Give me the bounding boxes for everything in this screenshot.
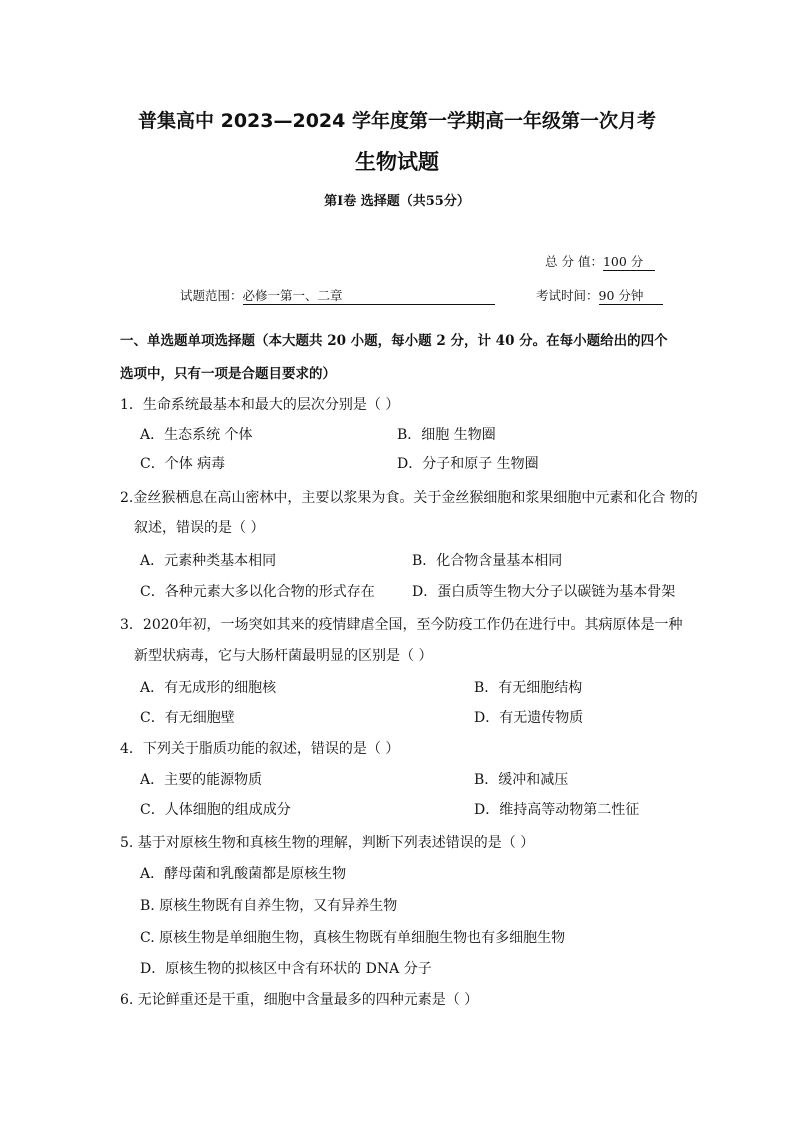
question-1-option-b: B．细胞 生物圈 [397, 427, 496, 443]
question-5-option-d: D．原核生物的拟核区中含有环状的 DNA 分子 [140, 961, 432, 977]
question-1-option-d: D．分子和原子 生物圈 [397, 456, 539, 472]
question-2-option-d: D．蛋白质等生物大分子以碳链为基本骨架 [412, 584, 676, 600]
exam-range-label: 试题范围： [180, 288, 243, 303]
section-heading-line2: 选项中，只有一项是合题目要求的） [120, 366, 336, 382]
question-2-option-a: A．元素种类基本相同 [140, 553, 277, 569]
exam-title: 普集高中 2023—2024 学年度第一学期高一年级第一次月考 [138, 110, 656, 132]
total-score-label: 总 分 值： [545, 254, 603, 269]
volume-heading: 第Ⅰ卷 选择题（共55分） [324, 194, 470, 209]
question-1-option-c: C．个体 病毒 [140, 456, 226, 472]
question-5-option-c: C. 原核生物是单细胞生物，真核生物既有单细胞生物也有多细胞生物 [140, 930, 566, 946]
question-4-option-c: C．人体细胞的组成成分 [140, 802, 291, 818]
exam-subtitle: 生物试题 [355, 150, 439, 174]
question-3-stem-line2: 新型状病毒，它与大肠杆菌最明显的区别是（ ） [134, 648, 433, 664]
question-3-stem-line1: 3．2020年初，一场突如其来的疫情肆虐全国，至今防疫工作仍在进行中。其病原体是一种 [120, 617, 683, 633]
exam-time [536, 286, 663, 305]
question-3-option-d: D．有无遗传物质 [474, 710, 584, 726]
question-4-option-b: B．缓冲和减压 [474, 772, 569, 788]
question-3-option-a: A．有无成形的细胞核 [140, 680, 277, 696]
total-score-value: 100 分 [603, 252, 655, 271]
question-3-option-b: B．有无细胞结构 [474, 680, 583, 696]
question-5-option-b: B. 原核生物既有自养生物，又有异养生物 [140, 898, 398, 914]
exam-range [180, 286, 495, 305]
question-4-option-d: D．维持高等动物第二性征 [474, 802, 640, 818]
exam-time-value: 90 分钟 [599, 286, 663, 305]
question-2-stem-line2: 叙述，错误的是（ ） [134, 520, 265, 536]
question-5-stem: 5. 基于对原核生物和真核生物的理解，判断下列表述错误的是（ ） [120, 835, 535, 851]
question-2-option-c: C．各种元素大多以化合物的形式存在 [140, 584, 375, 600]
question-3-option-c: C．有无细胞壁 [140, 710, 235, 726]
section-heading-line1: 一、单选题单项选择题（本大题共 20 小题，每小题 2 分，计 40 分。在每小题给出的四个 [120, 333, 668, 349]
question-6-stem: 6. 无论鲜重还是干重，细胞中含量最多的四种元素是（ ） [120, 992, 479, 1008]
question-5-option-a: A．酵母菌和乳酸菌都是原核生物 [140, 866, 347, 882]
question-4-option-a: A．主要的能源物质 [140, 772, 263, 788]
total-score [545, 252, 655, 271]
exam-time-label: 考试时间： [536, 288, 599, 303]
question-1-option-a: A．生态系统 个体 [140, 427, 253, 443]
exam-range-value: 必修一第一、二章 [243, 286, 495, 305]
question-1-stem: 1．生命系统最基本和最大的层次分别是（ ） [120, 397, 400, 413]
question-2-stem-line1: 2.金丝猴栖息在高山密林中，主要以浆果为食。关于金丝猴细胞和浆果细胞中元素和化合 物的 [120, 490, 698, 506]
question-2-option-b: B．化合物含量基本相同 [412, 553, 563, 569]
question-4-stem: 4．下列关于脂质功能的叙述，错误的是（ ） [120, 741, 400, 757]
